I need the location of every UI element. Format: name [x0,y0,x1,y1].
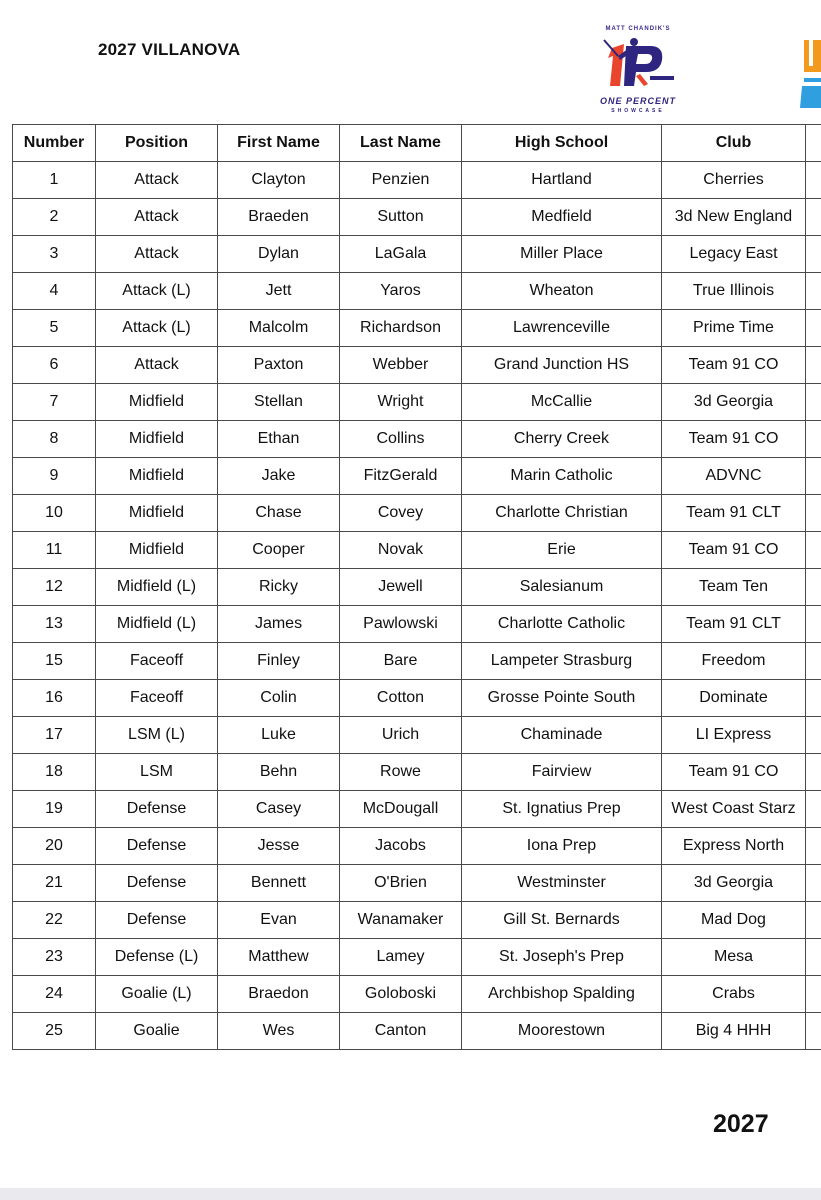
table-row [13,532,821,569]
cell-first-name: Clayton [218,162,340,199]
cell-position: Attack [96,199,218,236]
cell-position: LSM [96,754,218,791]
cell-club: Cherries [662,162,806,199]
cell-club: True Illinois [662,273,806,310]
table-row [13,1013,821,1050]
cell-position: Goalie (L) [96,976,218,1013]
cell-last-name: FitzGerald [340,458,462,495]
table-row [13,902,821,939]
cell-high-school: Archbishop Spalding [462,976,662,1013]
cell-last-name: Bare [340,643,462,680]
cell-number: 15 [13,643,96,680]
cell-extra [806,902,821,939]
cell-last-name: McDougall [340,791,462,828]
cell-number: 1 [13,162,96,199]
cell-position: Defense [96,865,218,902]
cell-high-school: Moorestown [462,1013,662,1050]
cell-club: Team Ten [662,569,806,606]
cell-extra [806,791,821,828]
cell-extra [806,939,821,976]
cell-position: Midfield [96,495,218,532]
table-row [13,680,821,717]
cell-extra [806,495,821,532]
cell-high-school: St. Joseph's Prep [462,939,662,976]
cell-first-name: Matthew [218,939,340,976]
cell-number: 17 [13,717,96,754]
cell-last-name: Cotton [340,680,462,717]
logo-main-text: ONE PERCENT [599,96,676,106]
cell-last-name: Urich [340,717,462,754]
cell-high-school: Cherry Creek [462,421,662,458]
cell-high-school: Charlotte Christian [462,495,662,532]
cell-extra [806,273,821,310]
cell-club: Legacy East [662,236,806,273]
cell-high-school: Marin Catholic [462,458,662,495]
cell-last-name: Canton [340,1013,462,1050]
header-club: Club [662,125,806,162]
header-first-name: First Name [218,125,340,162]
cell-extra [806,384,821,421]
cell-position: Attack (L) [96,310,218,347]
cell-high-school: Grand Junction HS [462,347,662,384]
cell-high-school: Lawrenceville [462,310,662,347]
cell-club: LI Express [662,717,806,754]
cell-last-name: LaGala [340,236,462,273]
cell-last-name: O'Brien [340,865,462,902]
table-row [13,199,821,236]
cell-club: ADVNC [662,458,806,495]
cell-number: 23 [13,939,96,976]
cell-number: 18 [13,754,96,791]
cell-last-name: Pawlowski [340,606,462,643]
cell-high-school: Salesianum [462,569,662,606]
cell-extra [806,606,821,643]
cell-extra [806,643,821,680]
cell-last-name: Sutton [340,199,462,236]
cell-extra [806,236,821,273]
cell-club: West Coast Starz [662,791,806,828]
cell-extra [806,569,821,606]
cell-number: 21 [13,865,96,902]
header-last-name: Last Name [340,125,462,162]
cell-high-school: Wheaton [462,273,662,310]
cell-last-name: Wanamaker [340,902,462,939]
cell-club: Express North [662,828,806,865]
table-row [13,162,821,199]
cell-number: 22 [13,902,96,939]
cell-last-name: Jacobs [340,828,462,865]
cell-position: LSM (L) [96,717,218,754]
cell-extra [806,976,821,1013]
cell-high-school: Miller Place [462,236,662,273]
cell-high-school: St. Ignatius Prep [462,791,662,828]
cell-position: Faceoff [96,680,218,717]
cell-first-name: Jett [218,273,340,310]
cell-club: Dominate [662,680,806,717]
cell-first-name: Behn [218,754,340,791]
cell-number: 12 [13,569,96,606]
cell-extra [806,162,821,199]
cell-number: 11 [13,532,96,569]
cell-club: Big 4 HHH [662,1013,806,1050]
cell-club: Team 91 CO [662,347,806,384]
cell-position: Midfield (L) [96,569,218,606]
cell-position: Goalie [96,1013,218,1050]
cell-high-school: Erie [462,532,662,569]
cell-first-name: Chase [218,495,340,532]
logo-top-text: MATT CHANDIK'S [605,26,671,32]
cell-extra [806,828,821,865]
cell-extra [806,421,821,458]
header-extra-cell [806,125,821,162]
cell-extra [806,754,821,791]
cell-extra [806,199,821,236]
cell-high-school: Charlotte Catholic [462,606,662,643]
cell-last-name: Collins [340,421,462,458]
cell-number: 20 [13,828,96,865]
cell-number: 7 [13,384,96,421]
cell-last-name: Jewell [340,569,462,606]
cell-position: Midfield (L) [96,606,218,643]
cell-number: 4 [13,273,96,310]
table-row [13,273,821,310]
table-row [13,347,821,384]
cell-high-school: Westminster [462,865,662,902]
cell-first-name: Braedon [218,976,340,1013]
cell-first-name: Stellan [218,384,340,421]
lacrosse-player-logo-icon [598,34,678,94]
cell-first-name: Braeden [218,199,340,236]
cell-number: 2 [13,199,96,236]
cell-last-name: Novak [340,532,462,569]
cell-high-school: Fairview [462,754,662,791]
cell-extra [806,347,821,384]
cell-first-name: Malcolm [218,310,340,347]
cell-extra [806,532,821,569]
cell-extra [806,310,821,347]
table-row [13,310,821,347]
cell-position: Midfield [96,458,218,495]
table-row [13,421,821,458]
cell-position: Attack (L) [96,273,218,310]
cell-position: Defense [96,791,218,828]
cell-high-school: Gill St. Bernards [462,902,662,939]
table-row [13,606,821,643]
cell-high-school: McCallie [462,384,662,421]
cell-club: 3d New England [662,199,806,236]
cell-club: Team 91 CLT [662,606,806,643]
roster-table [12,124,821,1050]
cell-club: 3d Georgia [662,865,806,902]
cell-first-name: Casey [218,791,340,828]
cell-number: 19 [13,791,96,828]
cell-first-name: Bennett [218,865,340,902]
cell-high-school: Medfield [462,199,662,236]
cell-extra [806,1013,821,1050]
table-row [13,791,821,828]
cell-position: Attack [96,236,218,273]
header-high-school: High School [462,125,662,162]
cell-first-name: Cooper [218,532,340,569]
cell-club: Prime Time [662,310,806,347]
partner-logo-icon [800,36,821,108]
table-row [13,569,821,606]
cell-extra [806,717,821,754]
cell-last-name: Richardson [340,310,462,347]
cell-first-name: James [218,606,340,643]
header-number: Number [13,125,96,162]
table-row [13,754,821,791]
cell-club: Mad Dog [662,902,806,939]
table-row [13,865,821,902]
cell-number: 8 [13,421,96,458]
cell-first-name: Jesse [218,828,340,865]
cell-number: 13 [13,606,96,643]
roster-body [13,162,821,1050]
cell-first-name: Paxton [218,347,340,384]
cell-number: 16 [13,680,96,717]
document-title: 2027 VILLANOVA [98,40,241,59]
cell-position: Defense (L) [96,939,218,976]
table-row [13,976,821,1013]
cell-last-name: Rowe [340,754,462,791]
cell-position: Defense [96,902,218,939]
cell-club: Team 91 CO [662,421,806,458]
cell-club: Team 91 CO [662,532,806,569]
one-percent-showcase-logo [568,22,708,118]
cell-last-name: Yaros [340,273,462,310]
table-header-row [13,125,821,162]
cell-first-name: Evan [218,902,340,939]
footer-year: 2027 [713,1110,769,1138]
cell-extra [806,865,821,902]
cell-last-name: Webber [340,347,462,384]
cell-number: 9 [13,458,96,495]
cell-last-name: Goloboski [340,976,462,1013]
cell-position: Defense [96,828,218,865]
table-row [13,236,821,273]
cell-first-name: Dylan [218,236,340,273]
cell-last-name: Covey [340,495,462,532]
cell-last-name: Penzien [340,162,462,199]
cell-first-name: Luke [218,717,340,754]
cell-extra [806,680,821,717]
cell-position: Midfield [96,421,218,458]
cell-club: Team 91 CO [662,754,806,791]
cell-first-name: Finley [218,643,340,680]
table-row [13,717,821,754]
cell-first-name: Wes [218,1013,340,1050]
cell-club: Crabs [662,976,806,1013]
cell-club: 3d Georgia [662,384,806,421]
cell-number: 5 [13,310,96,347]
header-position: Position [96,125,218,162]
table-row [13,828,821,865]
cell-high-school: Chaminade [462,717,662,754]
cell-position: Midfield [96,384,218,421]
cell-high-school: Lampeter Strasburg [462,643,662,680]
cell-first-name: Ricky [218,569,340,606]
cell-number: 24 [13,976,96,1013]
cell-position: Midfield [96,532,218,569]
cell-club: Team 91 CLT [662,495,806,532]
cell-number: 6 [13,347,96,384]
cell-high-school: Grosse Pointe South [462,680,662,717]
cell-last-name: Wright [340,384,462,421]
cell-extra [806,458,821,495]
table-row [13,458,821,495]
cell-position: Attack [96,347,218,384]
cell-last-name: Lamey [340,939,462,976]
logo-sub-text: SHOWCASE [611,108,665,114]
table-row [13,384,821,421]
cell-high-school: Iona Prep [462,828,662,865]
cell-position: Faceoff [96,643,218,680]
cell-number: 3 [13,236,96,273]
bottom-bar [0,1188,821,1200]
cell-position: Attack [96,162,218,199]
cell-high-school: Hartland [462,162,662,199]
cell-first-name: Ethan [218,421,340,458]
table-row [13,495,821,532]
cell-first-name: Jake [218,458,340,495]
cell-first-name: Colin [218,680,340,717]
cell-club: Freedom [662,643,806,680]
table-row [13,939,821,976]
cell-number: 10 [13,495,96,532]
cell-club: Mesa [662,939,806,976]
cell-number: 25 [13,1013,96,1050]
table-row [13,643,821,680]
